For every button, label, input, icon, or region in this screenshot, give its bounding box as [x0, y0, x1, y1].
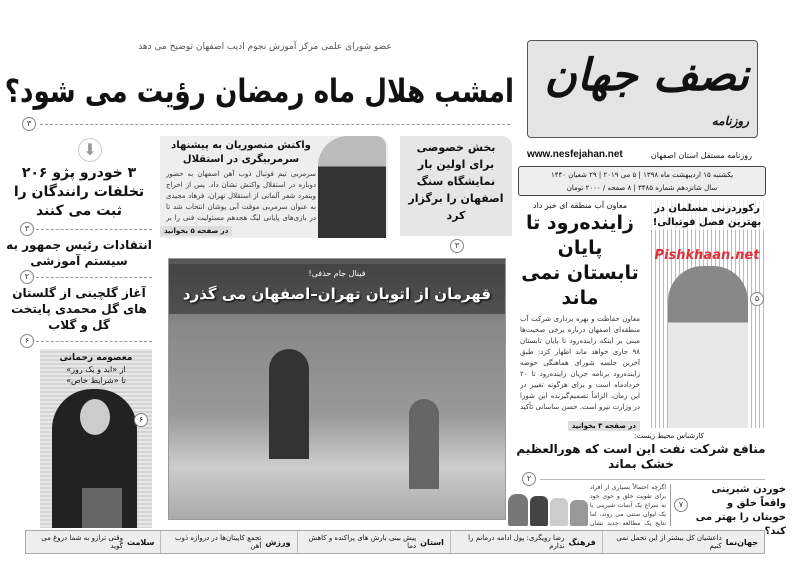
page-ref: ۶	[134, 413, 148, 427]
page-ref: ۶	[20, 334, 34, 348]
rahmani-photo	[52, 389, 137, 528]
footer-section: ورزش	[265, 537, 291, 547]
masthead	[527, 40, 758, 138]
footer-section: فرهنگ	[568, 537, 596, 547]
divider	[540, 479, 765, 480]
page-ref: ۲	[20, 270, 34, 284]
left-headline-2[interactable]: انتقادات رئیس جمهور به سیستم آموزشی	[6, 238, 152, 268]
footer-text: تجمع کاپیتان‌ها در دروازه ذوب آهن	[175, 534, 262, 550]
football-photo[interactable]	[168, 258, 506, 520]
footer-section: سلامت	[127, 537, 155, 547]
footer-text: وقتی ترازو به شما دروغ می گوید	[41, 534, 123, 550]
rahmani-line2: تا «شرایط خاص»	[66, 376, 126, 385]
zayandeh-body: معاون حفاظت و بهره برداری شرکت آب منطقه‌ای اصفهان درباره برخی صحبت‌ها مبنی بر اینکه زاینده‌رود تا پایان تابستان ۹۸ جاری خواهد ماند اظهار کرد: طبق آخرین جلسه شورای هماهنگی حوضه زاینده‌رود برنامه جریان زاینده‌رود تا ۲۰ خردادماه است و برای هرگونه تغییر در این زمان، الزاماً تصمیم‌گیرنده این شورا در وزارت نیرو است. حسن ساسانی تأکید	[520, 315, 640, 411]
sweets-headline[interactable]: خوردن شیرینی واقعاً خلق و خویتان را بهتر می کند؟	[695, 484, 786, 537]
divider	[6, 333, 152, 349]
left-column	[6, 164, 152, 528]
goalkeeper-figure	[269, 349, 309, 459]
down-arrow-icon: ⬇	[78, 138, 102, 162]
logo-prefix: روزنامه	[711, 114, 749, 128]
footer-text: داعشیان کل بیشتر از این تحمل نمی کنیم	[616, 534, 722, 550]
player-figure	[409, 399, 439, 489]
zayandeh-headline[interactable]: زاینده‌رود تا پایان تابستان نمی ماند	[521, 212, 639, 309]
issue-line: سال شانزدهم شماره ۳۴۸۵ | ۸ صفحه / ۲۰۰۰ تومان	[566, 184, 718, 192]
sweets-body: اگرچه احتمالاً بسیاری از افراد برای تقویت خلق و خوی خود به سراغ یک آبنبات شیرینی یا یک لیوان ستنی می روند، اما نتایج یک مطالعه جدید نشان	[590, 484, 666, 527]
oil-headline[interactable]: منافع شرکت نفت این است که هورالعظیم خشک بماند	[516, 442, 766, 471]
player-photo	[668, 266, 748, 428]
divider-vertical	[670, 484, 671, 526]
page-ref: ۳	[22, 117, 36, 131]
footer-section: جهان‌نما	[725, 537, 758, 547]
newspaper-logo: نصف جهان	[544, 50, 749, 101]
record-headline: رکوردزنی مسلمان در بهترین فصل فوتبالی!	[648, 200, 766, 230]
rahmani-line1: از «ابد و یک روز»	[66, 365, 126, 374]
zayandeh-column	[520, 200, 640, 432]
rahmani-box[interactable]	[40, 349, 152, 528]
footer-item[interactable]	[602, 531, 764, 553]
interview-box[interactable]	[160, 136, 388, 238]
page-ref: ۵	[750, 292, 764, 306]
football-kicker: فینال جام حذفی!	[308, 269, 366, 278]
left-headline-3[interactable]: آغاز گلچینی از گلستان های گل محمدی پایتخت گل و گلاب	[11, 286, 147, 332]
page-ref: ۳	[450, 239, 464, 253]
divider	[6, 269, 152, 285]
football-headline: قهرمان از اتوبان تهران–اصفهان می گذرد	[182, 285, 492, 303]
footer-text: پیش بینی بارش های پراکنده و کاهش دما	[308, 534, 417, 550]
rahmani-name: معصومه رحمانی	[59, 353, 133, 363]
interview-body: سرمربی تیم فوتبال ذوب آهن اصفهان به حضور دوباره در استقلال واکنش نشان داد. پس از اخراج وینفرد شفر آلمانی از استقلال تهران، فرهاد مجیدی به عنوان سرمربی موقت آبی پوشان انتخاب شد تا در بازی‌های پایانی لیگ هجدهم مسئولیت فنی را بر	[166, 170, 316, 222]
read-more[interactable]: در صفحه ۵ بخوانید	[160, 226, 232, 236]
mansourian-photo	[318, 136, 386, 238]
interview-headline: واکنش منصوریان به پیشنهاد سرمربیگری در استقلال	[171, 140, 311, 165]
page-ref: ۳	[20, 222, 34, 236]
page-ref: ۲	[522, 472, 536, 486]
lead-headline[interactable]: امشب هلال ماه رمضان رؤیت می شود؟	[4, 72, 514, 110]
date-box	[518, 166, 766, 196]
stone-headline: بخش خصوصی برای اولین بار نمایشگاه سنگ اصفهان را برگزار کرد	[408, 141, 504, 222]
zayandeh-kicker: معاون آب منطقه ای خبر داد	[533, 201, 627, 210]
oil-kicker: کارشناس محیط زیست:	[634, 432, 704, 440]
lead-kicker: عضو شورای علمی مرکز آموزش نجوم ادیب اصفهان توضیح می دهد	[138, 42, 392, 52]
footer-item[interactable]	[26, 531, 160, 553]
watermark: Pishkhaan.net	[654, 248, 760, 263]
divider	[6, 221, 152, 237]
footer-text: رضا رویگری: پول ادامه درمانم را ندارم	[468, 534, 565, 550]
footer-item[interactable]	[160, 531, 296, 553]
footer-item[interactable]	[450, 531, 602, 553]
cupcakes-image	[508, 494, 588, 526]
masthead-tagline: روزنامه مستقل استان اصفهان	[650, 151, 752, 160]
date-line: یکشنبه ۱۵ اردیبهشت ماه ۱۳۹۸ | ۵ می ۲۰۱۹ | ۲۹ شعبان ۱۴۴۰	[550, 171, 734, 179]
footer-bar	[25, 530, 765, 554]
page-ref: ۷	[674, 498, 688, 512]
read-more[interactable]: در صفحه ۳ بخوانید	[568, 421, 640, 431]
divider	[40, 124, 510, 125]
interview-text	[166, 139, 316, 222]
record-box[interactable]	[648, 200, 766, 428]
left-headline-1[interactable]: ۳ خودرو پژو ۲۰۶ تخلفات رانندگان را ثبت می کنند	[13, 165, 145, 219]
footer-section: استان	[420, 537, 444, 547]
stone-box[interactable]	[400, 136, 512, 236]
footer-item[interactable]	[297, 531, 450, 553]
website-link[interactable]: www.nesfejahan.net	[527, 149, 623, 160]
